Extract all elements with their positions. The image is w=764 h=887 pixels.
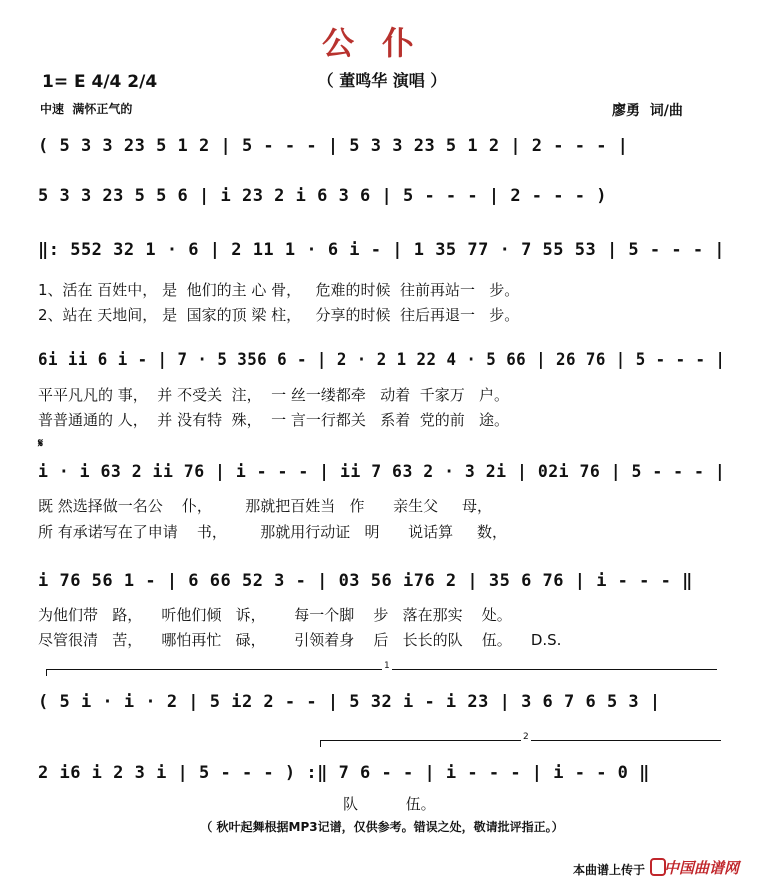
score-line-6: i 76 56 1 - | 6 66 52 3 - | 03 56 i76 2 | 35 6 76 | i - - - ‖	[38, 571, 693, 591]
song-title: 公仆	[321, 24, 442, 62]
author-credit: 廖勇 词/曲	[612, 103, 683, 119]
lyric-verse-1-a: 1、活在 百姓中， 是 他们的主 心 骨， 危难的时候 往前再站一 步。	[38, 281, 520, 299]
lyric-verse-2-b: 普普通通的 人， 并 没有特 殊， 一 言一行都关 系着 党的前 途。	[38, 411, 510, 429]
score-line-1: ( 5 3 3 23 5 1 2 | 5 - - - | 5 3 3 23 5 1 2 | 2 - - - |	[38, 136, 629, 156]
score-line-3: ‖: 552 32 1 · 6 | 2 11 1 · 6 i - | 1 35 77 · 7 55 53 | 5 - - - |	[38, 240, 726, 260]
performer: （ 董鸣华 演唱 ）	[317, 71, 447, 90]
transcription-note: （ 秋叶起舞根据MP3记谱，仅供参考。错误之处，敬请批评指正。）	[200, 820, 564, 834]
lyric-verse-2-c: 所 有承诺写在了申请 书， 那就用行动证 明 说话算 数，	[38, 523, 507, 541]
score-line-7: ( 5 i · i · 2 | 5 i2 2 - - | 5 32 i - i 23 | 3 6 7 6 5 3 |	[38, 692, 661, 712]
lyric-verse-1-c: 既 然选择做一名公 仆， 那就把百姓当 作 亲生父 母，	[38, 497, 492, 515]
lyric-verse-1-d: 为他们带 路， 听他们倾 诉， 每一个脚 步 落在那实 处。	[38, 606, 512, 624]
tempo-marking: 中速 满怀正气的	[40, 102, 133, 116]
volta-bracket-1: 1	[46, 669, 717, 676]
score-line-4: 6i ii 6 i - | 7 · 5 356 6 - | 2 · 2 1 22 4 · 5 66 | 26 76 | 5 - - - |	[38, 350, 726, 370]
key-signature: 1= E 4/4 2/4	[42, 72, 158, 92]
lyric-verse-2-d: 尽管很清 苦， 哪怕再忙 碌， 引领着身 后 长长的队 伍。 D.S.	[38, 631, 562, 649]
score-line-5: i · i 63 2 ii 76 | i - - - | ii 7 63 2 · 3 2i | 02i 76 | 5 - - - |	[38, 462, 726, 482]
segno-icon: 𝄋	[38, 436, 44, 450]
upload-label: 本曲谱上传于	[573, 863, 646, 877]
score-line-2: 5 3 3 23 5 5 6 | i 23 2 i 6 3 6 | 5 - - - | 2 - - - )	[38, 186, 607, 206]
lyric-verse-1-b: 平平凡凡的 事， 并 不受关 注， 一 丝一缕都牵 动着 千家万 户。	[38, 386, 510, 404]
volta-bracket-2: 2	[320, 740, 721, 747]
score-line-8: 2 i6 i 2 3 i | 5 - - - ) :‖ 7 6 - - | i - - - | i - - 0 ‖	[38, 763, 650, 783]
ending-lyrics: 队 伍。	[343, 795, 436, 813]
site-logo[interactable]: 中国曲谱网	[664, 859, 740, 877]
lyric-verse-2-a: 2、站在 天地间， 是 国家的顶 梁 柱， 分享的时候 往后再退一 步。	[38, 306, 520, 324]
